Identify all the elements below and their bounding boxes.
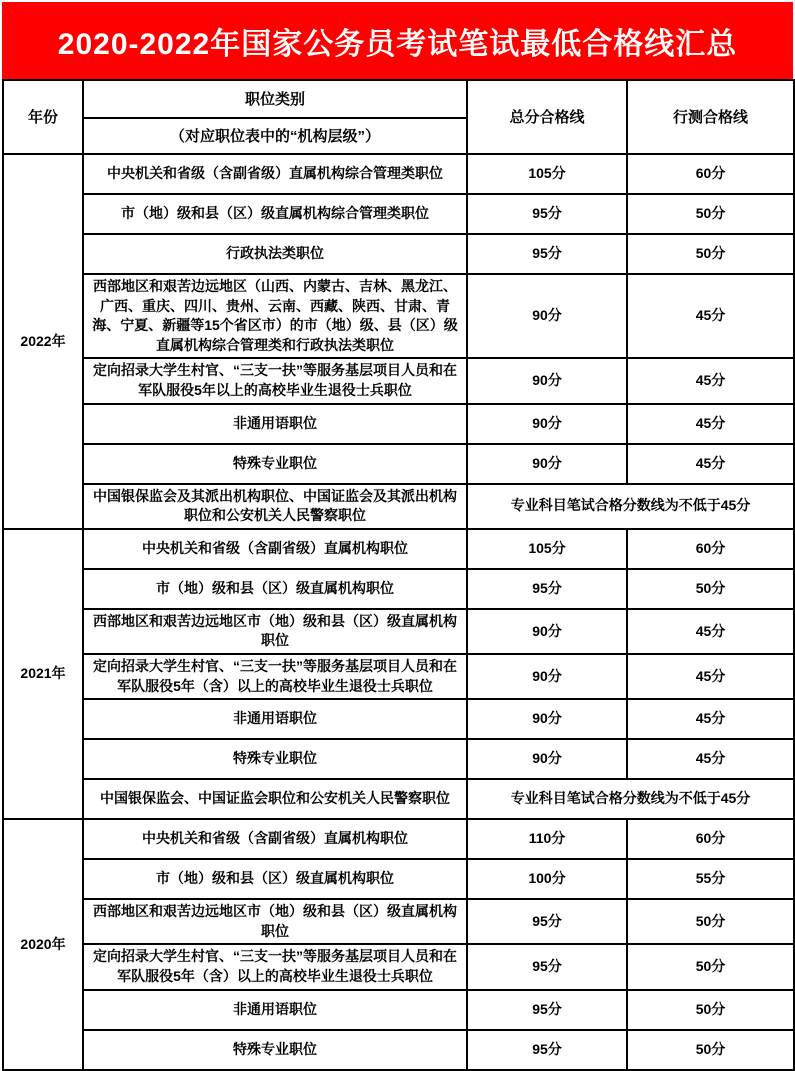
table-row <box>3 739 794 779</box>
total-score-cell: 90分 <box>467 739 627 779</box>
total-score-cell: 90分 <box>467 699 627 739</box>
category-cell: 市（地）级和县（区）级直属机构综合管理类职位 <box>83 194 467 234</box>
category-cell: 定向招录大学生村官、“三支一扶”等服务基层项目人员和在军队服役5年（含）以上的高校毕业生退役士兵职位 <box>83 944 467 989</box>
header-year: 年份 <box>3 80 83 154</box>
table-row <box>3 358 794 403</box>
score-table <box>2 79 795 1071</box>
year-cell: 2022年 <box>3 154 83 529</box>
table-row <box>3 699 794 739</box>
xingce-score-cell: 45分 <box>627 358 794 403</box>
category-cell: 中国银保监会、中国证监会职位和公安机关人民警察职位 <box>83 779 467 819</box>
category-cell: 定向招录大学生村官、“三支一扶”等服务基层项目人员和在军队服役5年以上的高校毕业生退役士兵职位 <box>83 358 467 403</box>
total-score-cell: 90分 <box>467 404 627 444</box>
merged-score-cell: 专业科目笔试合格分数线为不低于45分 <box>467 779 794 819</box>
total-score-cell: 105分 <box>467 154 627 194</box>
table-body <box>3 154 794 1070</box>
header-category-title: 职位类别 <box>83 80 467 118</box>
category-cell: 非通用语职位 <box>83 699 467 739</box>
table-row <box>3 569 794 609</box>
category-cell: 西部地区和艰苦边远地区（山西、内蒙古、吉林、黑龙江、广西、重庆、四川、贵州、云南、西藏、陕西、甘肃、青海、宁夏、新疆等15个省区市）的市（地）级、县（区）级直属机构综合管理类和行政执法类职位 <box>83 274 467 358</box>
xingce-score-cell: 60分 <box>627 154 794 194</box>
table-row <box>3 484 794 529</box>
table-row <box>3 654 794 699</box>
table-row <box>3 990 794 1030</box>
title-banner <box>2 2 793 79</box>
table-row <box>3 404 794 444</box>
total-score-cell: 95分 <box>467 1030 627 1070</box>
xingce-score-cell: 45分 <box>627 444 794 484</box>
xingce-score-cell: 45分 <box>627 404 794 444</box>
table-row <box>3 944 794 989</box>
total-score-cell: 95分 <box>467 234 627 274</box>
xingce-score-cell: 50分 <box>627 194 794 234</box>
xingce-score-cell: 45分 <box>627 739 794 779</box>
category-cell: 中央机关和省级（含副省级）直属机构职位 <box>83 529 467 569</box>
total-score-cell: 100分 <box>467 859 627 899</box>
table-row <box>3 274 794 358</box>
xingce-score-cell: 45分 <box>627 609 794 654</box>
xingce-score-cell: 50分 <box>627 944 794 989</box>
total-score-cell: 95分 <box>467 899 627 944</box>
xingce-score-cell: 50分 <box>627 1030 794 1070</box>
table-row <box>3 779 794 819</box>
table-row <box>3 609 794 654</box>
xingce-score-cell: 60分 <box>627 529 794 569</box>
table-row <box>3 899 794 944</box>
category-cell: 市（地）级和县（区）级直属机构职位 <box>83 859 467 899</box>
category-cell: 中央机关和省级（含副省级）直属机构综合管理类职位 <box>83 154 467 194</box>
category-cell: 定向招录大学生村官、“三支一扶”等服务基层项目人员和在军队服役5年（含）以上的高校毕业生退役士兵职位 <box>83 654 467 699</box>
category-cell: 中国银保监会及其派出机构职位、中国证监会及其派出机构职位和公安机关人民警察职位 <box>83 484 467 529</box>
total-score-cell: 95分 <box>467 944 627 989</box>
category-cell: 行政执法类职位 <box>83 234 467 274</box>
xingce-score-cell: 50分 <box>627 569 794 609</box>
xingce-score-cell: 45分 <box>627 699 794 739</box>
xingce-score-cell: 45分 <box>627 274 794 358</box>
table-row <box>3 194 794 234</box>
header-total-score: 总分合格线 <box>467 80 627 154</box>
category-cell: 非通用语职位 <box>83 990 467 1030</box>
table-row <box>3 154 794 194</box>
xingce-score-cell: 55分 <box>627 859 794 899</box>
header-xingce-score: 行测合格线 <box>627 80 794 154</box>
header-row-top <box>3 80 794 118</box>
total-score-cell: 105分 <box>467 529 627 569</box>
category-cell: 西部地区和艰苦边远地区市（地）级和县（区）级直属机构职位 <box>83 609 467 654</box>
year-cell: 2020年 <box>3 819 83 1069</box>
category-cell: 西部地区和艰苦边远地区市（地）级和县（区）级直属机构职位 <box>83 899 467 944</box>
page-title: 2020-2022年国家公务员考试笔试最低合格线汇总 <box>57 27 738 61</box>
total-score-cell: 95分 <box>467 569 627 609</box>
total-score-cell: 90分 <box>467 358 627 403</box>
category-cell: 非通用语职位 <box>83 404 467 444</box>
xingce-score-cell: 45分 <box>627 654 794 699</box>
header-category-subtitle: （对应职位表中的“机构层级”） <box>83 118 467 154</box>
total-score-cell: 95分 <box>467 194 627 234</box>
category-cell: 特殊专业职位 <box>83 739 467 779</box>
table-row <box>3 234 794 274</box>
xingce-score-cell: 60分 <box>627 819 794 859</box>
xingce-score-cell: 50分 <box>627 899 794 944</box>
total-score-cell: 110分 <box>467 819 627 859</box>
table-header <box>3 80 794 154</box>
category-cell: 特殊专业职位 <box>83 444 467 484</box>
xingce-score-cell: 50分 <box>627 234 794 274</box>
total-score-cell: 90分 <box>467 274 627 358</box>
category-cell: 特殊专业职位 <box>83 1030 467 1070</box>
merged-score-cell: 专业科目笔试合格分数线为不低于45分 <box>467 484 794 529</box>
category-cell: 市（地）级和县（区）级直属机构职位 <box>83 569 467 609</box>
table-row <box>3 529 794 569</box>
total-score-cell: 95分 <box>467 990 627 1030</box>
category-cell: 中央机关和省级（含副省级）直属机构职位 <box>83 819 467 859</box>
table-row <box>3 444 794 484</box>
xingce-score-cell: 50分 <box>627 990 794 1030</box>
table-row <box>3 859 794 899</box>
total-score-cell: 90分 <box>467 654 627 699</box>
year-cell: 2021年 <box>3 529 83 819</box>
table-row <box>3 819 794 859</box>
table-row <box>3 1030 794 1070</box>
total-score-cell: 90分 <box>467 444 627 484</box>
total-score-cell: 90分 <box>467 609 627 654</box>
